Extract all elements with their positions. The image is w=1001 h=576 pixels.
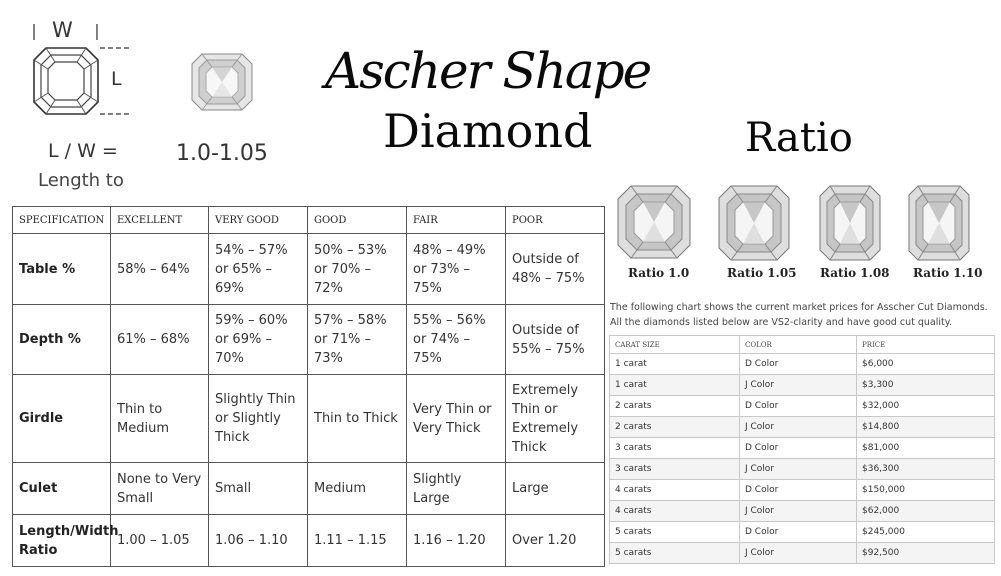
column-header: POOR: [506, 207, 605, 234]
carat-cell: 1 carat: [610, 354, 740, 375]
table-row: [13, 463, 605, 515]
table-cell: None to Very Small: [111, 463, 209, 515]
diamond-image-ratio-1-10: [907, 184, 971, 262]
diamond-image-small: [190, 52, 254, 112]
table-row: [610, 396, 995, 417]
column-header: FAIR: [407, 207, 506, 234]
width-label: W: [52, 18, 73, 42]
table-cell: 1.06 – 1.10: [209, 515, 308, 567]
title-line-3: Ratio: [745, 115, 853, 161]
table-cell: Small: [209, 463, 308, 515]
color-cell: D Color: [740, 438, 857, 459]
carat-cell: 4 carats: [610, 480, 740, 501]
specification-table: [12, 206, 605, 567]
carat-cell: 3 carats: [610, 459, 740, 480]
price-table: [609, 335, 995, 564]
table-cell: Very Thin or Very Thick: [407, 375, 506, 463]
table-header-row: [610, 336, 995, 354]
length-label: L: [111, 68, 122, 90]
price-cell: $6,000: [857, 354, 995, 375]
color-cell: J Color: [740, 375, 857, 396]
table-row: [610, 375, 995, 396]
carat-cell: 2 carats: [610, 396, 740, 417]
table-row: [610, 522, 995, 543]
price-cell: $150,000: [857, 480, 995, 501]
table-cell: Large: [506, 463, 605, 515]
table-row: [610, 501, 995, 522]
table-cell: 55% – 56% or 74% – 75%: [407, 305, 506, 375]
carat-cell: 5 carats: [610, 522, 740, 543]
table-row: [13, 375, 605, 463]
column-header: PRICE: [857, 336, 995, 354]
row-label: Depth %: [13, 305, 111, 375]
title-line-2: Diamond: [383, 104, 593, 158]
table-row: [610, 480, 995, 501]
table-cell: Outside of 55% – 75%: [506, 305, 605, 375]
color-cell: D Color: [740, 522, 857, 543]
price-cell: $14,800: [857, 417, 995, 438]
row-label: Length/Width Ratio: [13, 515, 111, 567]
table-row: [13, 515, 605, 567]
ratio-caption-1-10: Ratio 1.10: [913, 266, 983, 280]
row-label: Table %: [13, 234, 111, 305]
ratio-caption-1-0: Ratio 1.0: [628, 266, 690, 280]
table-cell: 1.00 – 1.05: [111, 515, 209, 567]
carat-cell: 4 carats: [610, 501, 740, 522]
table-cell: 50% – 53% or 70% – 72%: [308, 234, 407, 305]
color-cell: D Color: [740, 480, 857, 501]
column-header: CARAT SIZE: [610, 336, 740, 354]
carat-cell: 5 carats: [610, 543, 740, 564]
diamond-image-ratio-1-05: [717, 184, 791, 262]
table-row: [610, 459, 995, 480]
table-cell: 54% – 57% or 65% – 69%: [209, 234, 308, 305]
table-cell: Extremely Thin or Extremely Thick: [506, 375, 605, 463]
table-cell: 61% – 68%: [111, 305, 209, 375]
carat-cell: 1 carat: [610, 375, 740, 396]
column-header: EXCELLENT: [111, 207, 209, 234]
diamond-image-ratio-1-0: [616, 184, 692, 260]
color-cell: J Color: [740, 459, 857, 480]
color-cell: D Color: [740, 354, 857, 375]
color-cell: J Color: [740, 501, 857, 522]
table-row: [13, 305, 605, 375]
price-cell: $62,000: [857, 501, 995, 522]
table-cell: 1.16 – 1.20: [407, 515, 506, 567]
color-cell: J Color: [740, 543, 857, 564]
color-cell: D Color: [740, 396, 857, 417]
price-cell: $81,000: [857, 438, 995, 459]
table-cell: Over 1.20: [506, 515, 605, 567]
table-cell: 59% – 60% or 69% – 70%: [209, 305, 308, 375]
price-cell: $36,300: [857, 459, 995, 480]
ratio-caption-1-05: Ratio 1.05: [727, 266, 797, 280]
price-intro-text: The following chart shows the current market prices for Asscher Cut Diamonds. All the diamonds listed below are VS2-clarity and have good cut quality.: [610, 302, 988, 328]
table-cell: 1.11 – 1.15: [308, 515, 407, 567]
diamond-image-ratio-1-08: [818, 184, 882, 262]
table-row: [610, 354, 995, 375]
table-cell: Thin to Medium: [111, 375, 209, 463]
table-row: [610, 417, 995, 438]
table-cell: Outside of 48% – 75%: [506, 234, 605, 305]
column-header: SPECIFICATION: [13, 207, 111, 234]
table-row: [610, 438, 995, 459]
column-header: VERY GOOD: [209, 207, 308, 234]
row-label: Culet: [13, 463, 111, 515]
lw-formula-label: L / W =: [48, 140, 118, 162]
column-header: COLOR: [740, 336, 857, 354]
price-cell: $32,000: [857, 396, 995, 417]
price-cell: $3,300: [857, 375, 995, 396]
table-cell: 57% – 58% or 71% – 73%: [308, 305, 407, 375]
table-row: [610, 543, 995, 564]
table-cell: 48% – 49% or 73% – 75%: [407, 234, 506, 305]
table-cell: Medium: [308, 463, 407, 515]
price-cell: $245,000: [857, 522, 995, 543]
table-row: [13, 234, 605, 305]
table-header-row: [13, 207, 605, 234]
table-cell: 58% – 64%: [111, 234, 209, 305]
table-cell: Slightly Thin or Slightly Thick: [209, 375, 308, 463]
ideal-ratio-range: 1.0-1.05: [176, 141, 268, 166]
title-line-1: Ascher Shape: [325, 42, 651, 100]
carat-cell: 3 carats: [610, 438, 740, 459]
carat-cell: 2 carats: [610, 417, 740, 438]
color-cell: J Color: [740, 417, 857, 438]
table-cell: Slightly Large: [407, 463, 506, 515]
length-to-label: Length to: [38, 170, 124, 191]
ratio-caption-1-08: Ratio 1.08: [820, 266, 890, 280]
table-cell: Thin to Thick: [308, 375, 407, 463]
column-header: GOOD: [308, 207, 407, 234]
asscher-outline-diagram: [20, 18, 140, 128]
row-label: Girdle: [13, 375, 111, 463]
price-cell: $92,500: [857, 543, 995, 564]
